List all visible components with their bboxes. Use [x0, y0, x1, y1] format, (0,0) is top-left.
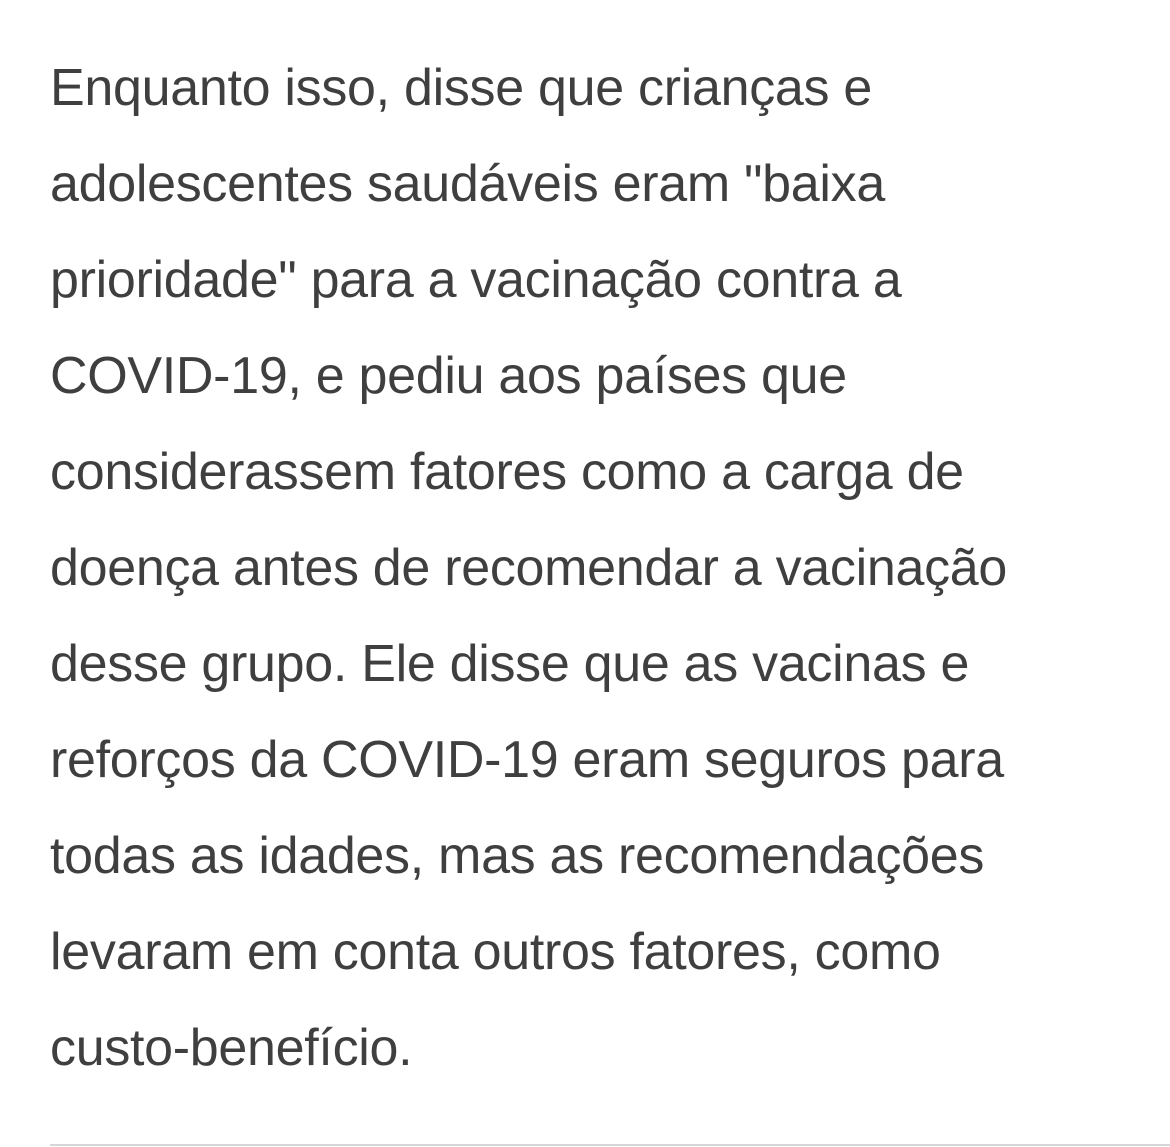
paragraph-line: desse grupo. Ele disse que as vacinas e	[50, 635, 970, 693]
article-paragraph	[50, 40, 1140, 1096]
paragraph-line: doença antes de recomendar a vacinação	[50, 539, 1008, 597]
paragraph-line: custo-benefício.	[50, 1019, 413, 1077]
section-divider	[50, 1144, 1170, 1146]
paragraph-line: todas as idades, mas as recomendações	[50, 827, 985, 885]
paragraph-line: adolescentes saudáveis eram "baixa	[50, 155, 885, 213]
paragraph-line: Enquanto isso, disse que crianças e	[50, 59, 873, 117]
paragraph-line: levaram em conta outros fatores, como	[50, 923, 941, 981]
paragraph-line: COVID-19, e pediu aos países que	[50, 347, 847, 405]
paragraph-line: reforços da COVID-19 eram seguros para	[50, 731, 1004, 789]
article-body	[50, 40, 1140, 1096]
paragraph-line: considerassem fatores como a carga de	[50, 443, 964, 501]
paragraph-line: prioridade" para a vacinação contra a	[50, 251, 902, 309]
